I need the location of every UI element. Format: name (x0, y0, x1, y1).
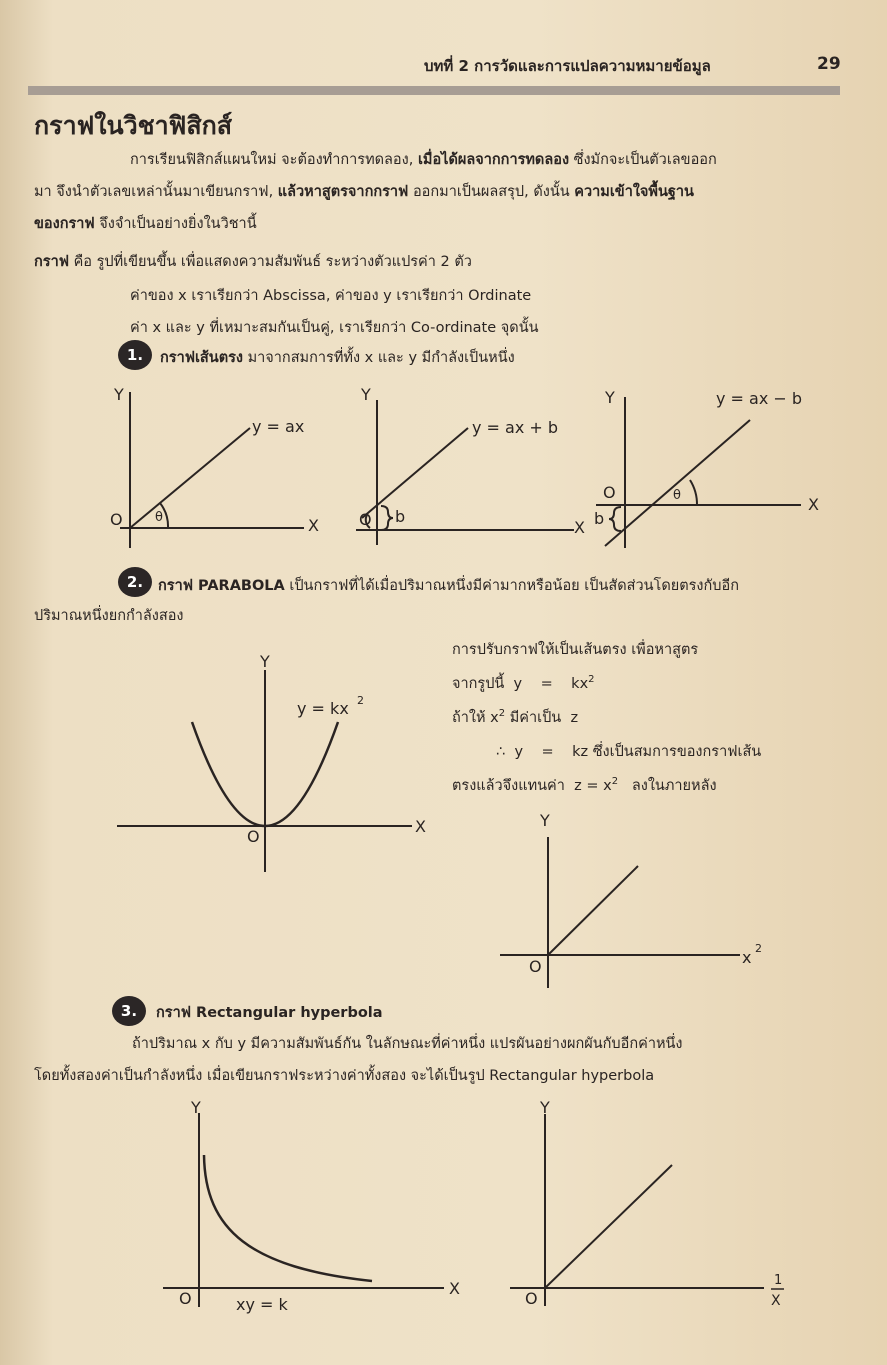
axis-label-y: Y (361, 385, 371, 404)
theta-arc (690, 480, 697, 505)
note-text: ซึ่งเป็นสมการของกราฟเส้น (592, 744, 762, 760)
graph-hyperbola (163, 1113, 444, 1307)
axis-label-y: Y (260, 652, 270, 671)
note-var: z = x (574, 778, 612, 794)
definition-line-2: ค่าของ x เราเรียกว่า Abscissa, ค่าของ y เราเรียกว่า Ordinate (130, 288, 532, 304)
axis-label-x: X (574, 518, 585, 537)
b-label: b (594, 509, 605, 528)
intro-bold: เมื่อได้ผลจากการทดลอง (417, 152, 570, 168)
note-text: จากรูปนี้ (452, 676, 505, 692)
note-var: y (514, 744, 524, 760)
origin-label: O (179, 1289, 192, 1308)
fraction-numerator: 1 (774, 1273, 783, 1288)
axis-label-y: Y (540, 811, 550, 830)
definition-term: กราฟ (34, 254, 69, 270)
section-2-badge: 2. (118, 567, 152, 597)
page-title: กราฟในวิชาฟิสิกส์ (34, 111, 232, 140)
note-text: มีค่าเป็น (509, 710, 562, 726)
fraction-denominator: X (771, 1293, 781, 1309)
note-eq: = (541, 744, 554, 760)
section-3-text-1: ถ้าปริมาณ x กับ y มีความสัมพันธ์กัน ในลักษณะที่ค่าหนึ่ง แปรผันอย่างผกผันกับอีกค่าหนึ่ง (132, 1036, 683, 1052)
page-number: 29 (817, 54, 841, 74)
line-plot (130, 428, 250, 528)
note-exponent: 2 (611, 776, 619, 788)
note-text: ลงในภายหลัง (631, 778, 717, 794)
b-brace (381, 506, 393, 530)
hyperbola-curve (204, 1155, 372, 1281)
section-1-badge: 1. (118, 340, 152, 370)
note-exponent: 2 (588, 674, 595, 686)
note-text: ถ้าให้ (452, 710, 486, 726)
parabola-note-1: การปรับกราฟให้เป็นเส้นตรง เพื่อหาสูตร (452, 642, 699, 658)
line-plot (548, 866, 638, 955)
note-exponent: 2 (498, 708, 506, 720)
section-2-text: เป็นกราฟที่ได้เมื่อปริมาณหนึ่งมีค่ามากหรือน้อย เป็นสัดส่วนโดยตรงกับอีก (289, 578, 739, 594)
note-text: ตรงแล้วจึงแทนค่า (452, 778, 565, 794)
parabola-equation: y = kx (297, 699, 349, 718)
theta-label: θ (673, 488, 681, 503)
section-1-title: กราฟเส้นตรง (160, 350, 243, 366)
origin-label: O (529, 957, 542, 976)
origin-label: O (247, 827, 260, 846)
definition-text: คือ รูปที่เขียนขึ้น เพื่อแสดงความสัมพันธ์ ระหว่างตัวแปรค่า 2 ตัว (73, 254, 472, 270)
section-1-text: มาจากสมการที่ทั้ง x และ y มีกำลังเป็นหนึ่ง (247, 350, 515, 366)
graph-y-equals-ax (120, 392, 304, 548)
intro-text: การเรียนฟิสิกส์แผนใหม่ จะต้องทำการทดลอง, (130, 152, 414, 168)
origin-label: O (110, 510, 123, 529)
graph-parabola (117, 670, 412, 872)
b-brace (609, 507, 621, 531)
section-3-text-2: โดยทั้งสองค่าเป็นกำลังหนึ่ง เมื่อเขียนกราฟระหว่างค่าทั้งสอง จะได้เป็นรูป Rectangular hyperbola (34, 1068, 655, 1084)
axis-label-y: Y (605, 388, 615, 407)
axis-label-x: X (449, 1279, 460, 1298)
theta-label: θ (155, 510, 163, 525)
therefore-symbol: ∴ (496, 744, 506, 760)
intro-text: ออกมาเป็นผลสรุป, ดังนั้น (412, 184, 570, 200)
line-plot (605, 420, 750, 546)
intro-bold: ของกราฟ (34, 216, 95, 232)
intro-text: มา จึงนำตัวเลขเหล่านั้นมาเขียนกราฟ, (34, 184, 274, 200)
line-plot (545, 1165, 672, 1288)
section-3-badge: 3. (112, 996, 146, 1026)
note-eq: = (540, 676, 553, 692)
note-var: kx (571, 676, 589, 692)
note-var: z (570, 710, 579, 726)
graph-y-equals-ax-minus-b (596, 397, 801, 548)
graph-y-vs-reciprocal-x (510, 1114, 784, 1306)
axis-label-y: Y (191, 1098, 201, 1117)
note-var: x (490, 710, 499, 726)
equation-label: y = ax − b (716, 389, 803, 408)
intro-bold: แล้วหาสูตรจากกราฟ (277, 184, 409, 200)
equation-label: y = ax (252, 417, 305, 436)
b-label: b (395, 507, 406, 526)
equation-label: y = ax + b (472, 418, 559, 437)
axis-label-x: X (308, 516, 319, 535)
section-2-text-2: ปริมาณหนึ่งยกกำลังสอง (34, 608, 184, 624)
note-var: y (513, 676, 523, 692)
intro-text: จึงจำเป็นอย่างยิ่งในวิชานี้ (99, 216, 257, 232)
intro-bold: ความเข้าใจพื้นฐาน (574, 184, 694, 200)
axis-label-x: X (808, 495, 819, 514)
definition-line-3: ค่า x และ y ที่เหมาะสมกันเป็นคู่, เราเรียกว่า Co-ordinate จุดนั้น (130, 320, 539, 336)
intro-text: ซึ่งมักจะเป็นตัวเลขออก (573, 152, 717, 168)
axis-label-y: Y (114, 385, 124, 404)
axis-label-x: X (415, 817, 426, 836)
origin-label: O (603, 483, 616, 502)
origin-label: O (359, 510, 372, 529)
axis-label-x-squared: x (742, 948, 752, 967)
origin-label: O (525, 1289, 538, 1308)
note-var: kz (572, 744, 589, 760)
hyperbola-equation: xy = k (236, 1295, 288, 1314)
axis-label-y: Y (540, 1098, 550, 1117)
axis-exponent: 2 (755, 942, 762, 955)
section-2-title: กราฟ PARABOLA (158, 578, 285, 594)
parabola-exponent: 2 (357, 694, 364, 707)
section-3-title: กราฟ Rectangular hyperbola (156, 1005, 383, 1021)
chapter-header: บทที่ 2 การวัดและการแปลความหมายข้อมูล (424, 57, 711, 75)
